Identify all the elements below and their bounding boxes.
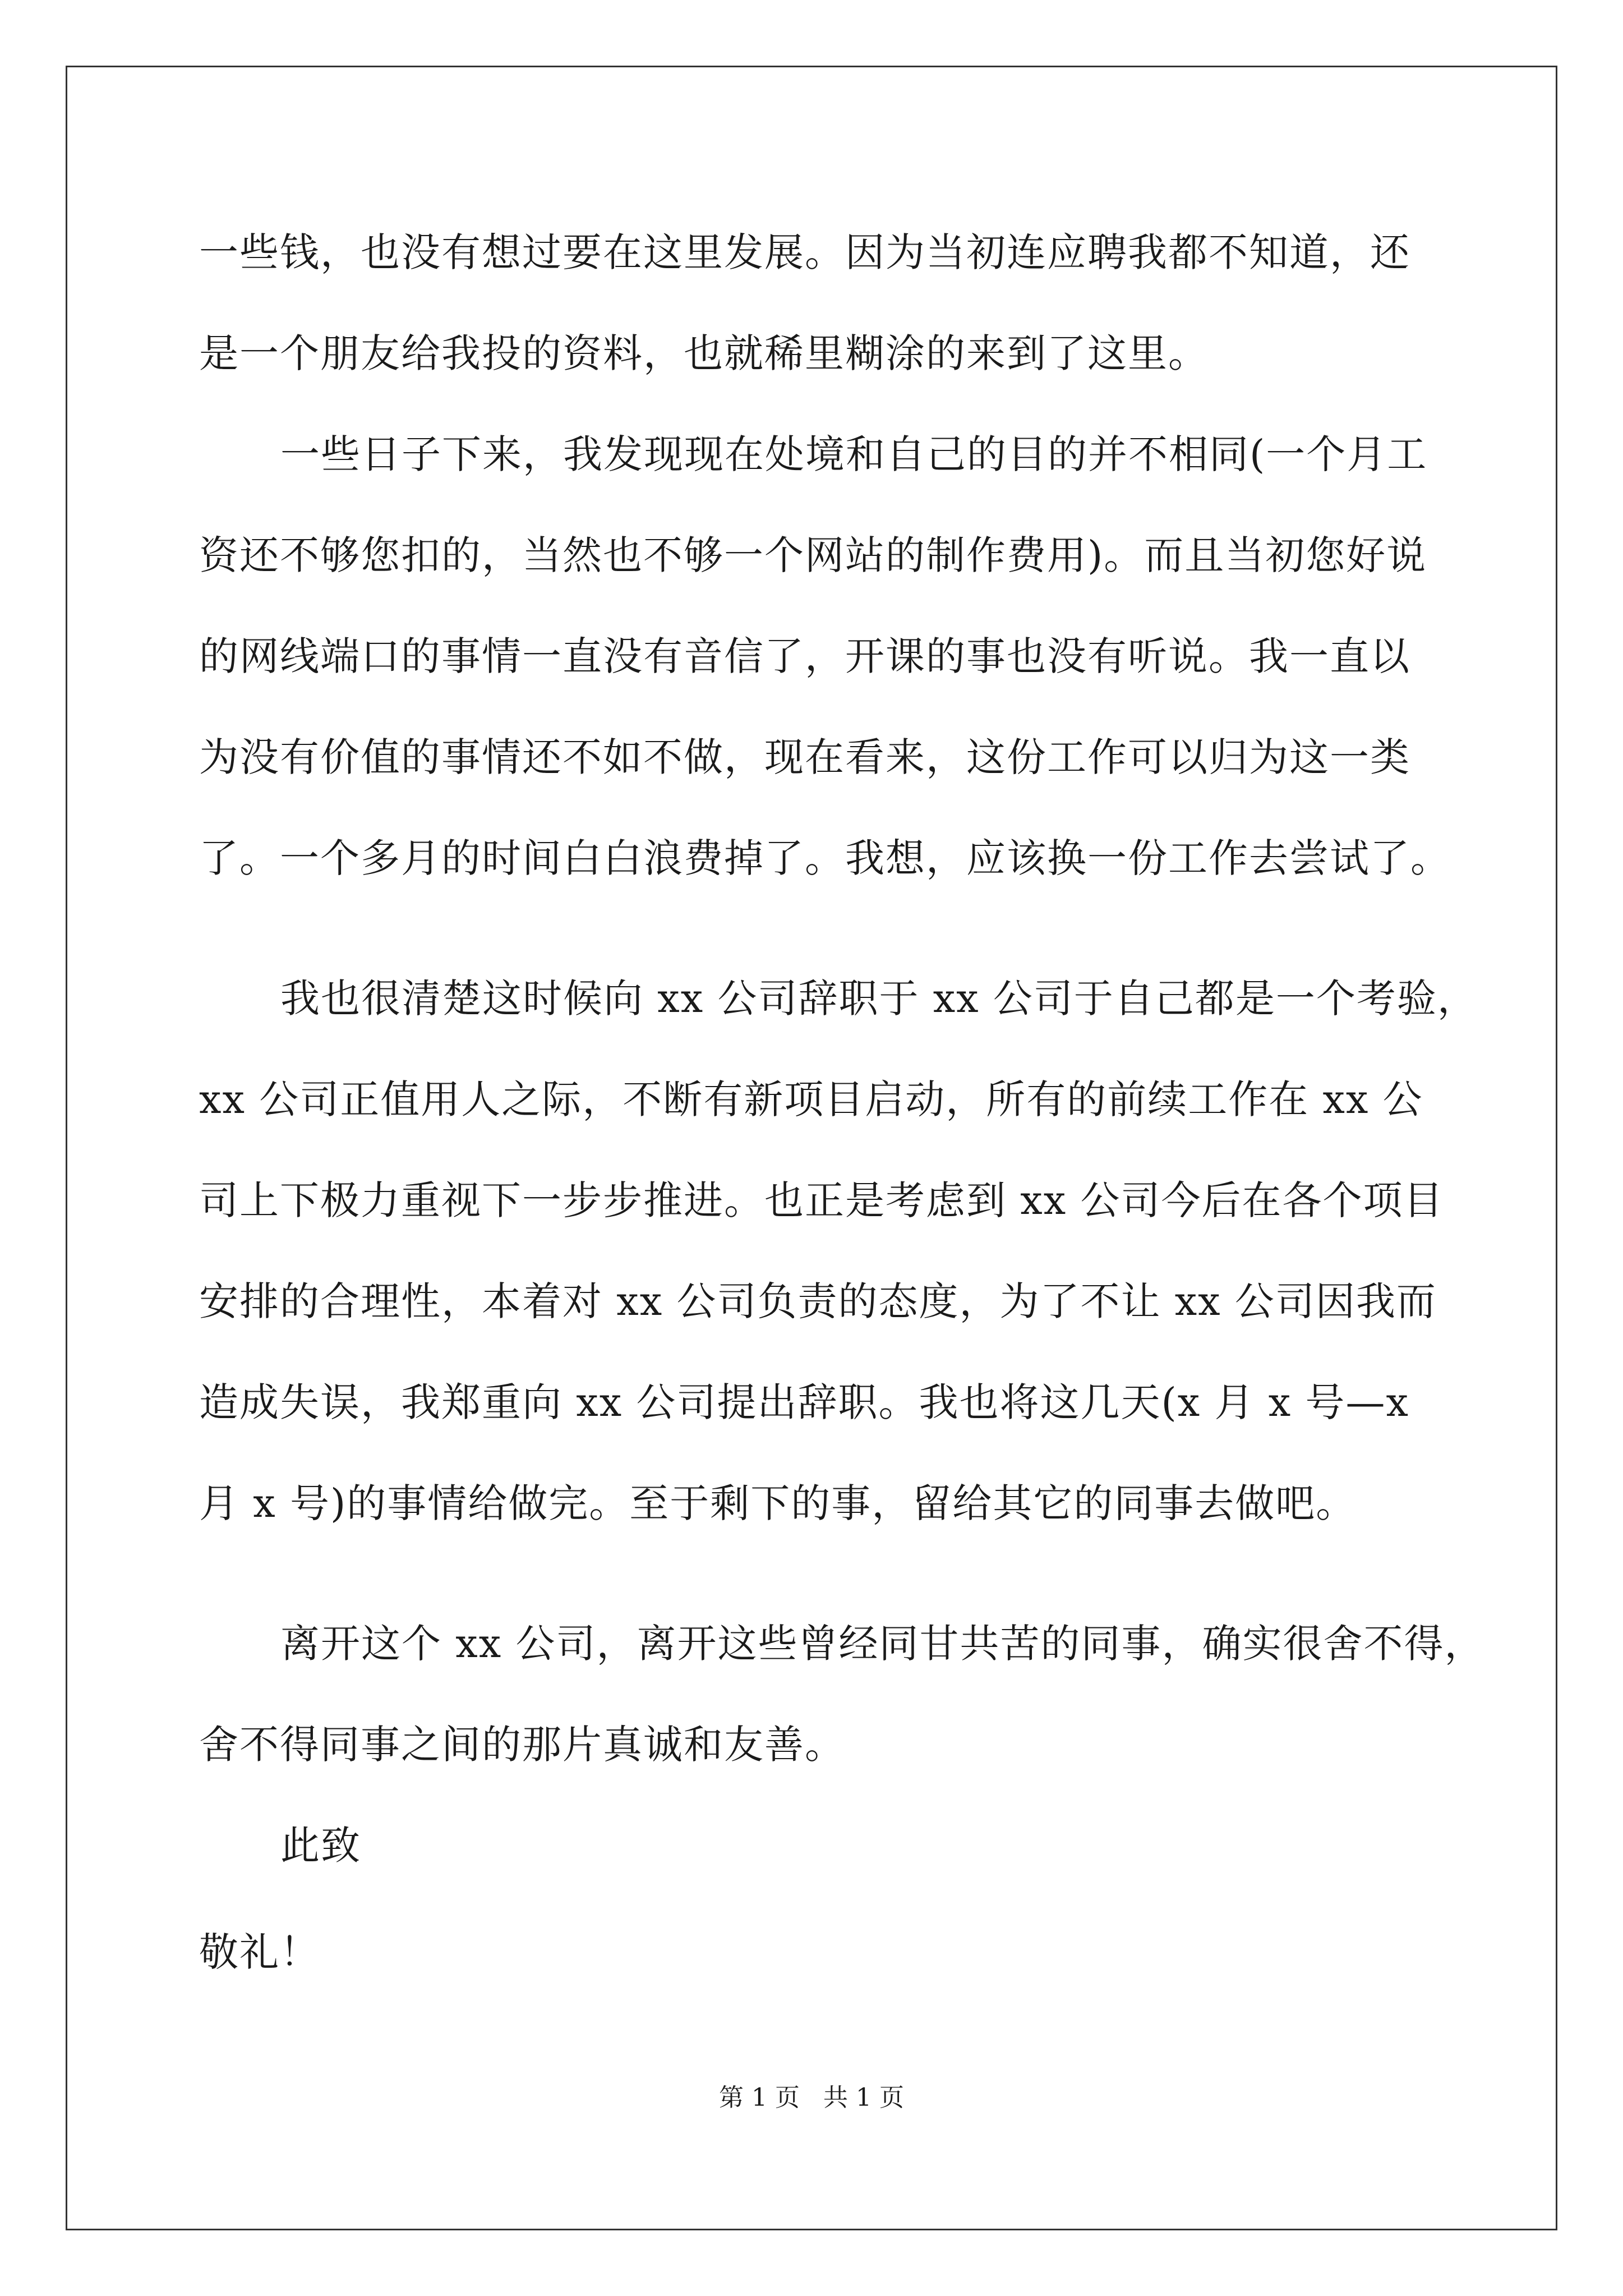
body-text-line: 一些日子下来，我发现现在处境和自己的目的并不相同(一个月工 — [280, 431, 1428, 477]
body-text-line: 舍不得同事之间的那片真诚和友善。 — [199, 1722, 845, 1768]
body-text-line: 我也很清楚这时候向 xx 公司辞职于 xx 公司于自己都是一个考验， — [280, 976, 1478, 1022]
body-text-line: 司上下极力重视下一步步推进。也正是考虑到 xx 公司今后在各个项目 — [199, 1177, 1444, 1223]
body-text-line: 安排的合理性，本着对 xx 公司负责的态度，为了不让 xx 公司因我而 — [199, 1278, 1437, 1324]
closing-regards: 敬礼！ — [199, 1929, 320, 1975]
body-text-line: 了。一个多月的时间白白浪费掉了。我想，应该换一份工作去尝试了。 — [199, 835, 1451, 881]
page-number-footer: 第 1 页 共 1 页 — [719, 2083, 904, 2112]
body-text-line: 月 x 号)的事情给做完。至于剩下的事，留给其它的同事去做吧。 — [199, 1480, 1357, 1526]
closing-salutation: 此致 — [280, 1823, 361, 1869]
body-text-line: 离开这个 xx 公司，离开这些曾经同甘共苦的同事，确实很舍不得， — [280, 1621, 1485, 1667]
body-text-line: 是一个朋友给我投的资料，也就稀里糊涂的来到了这里。 — [199, 330, 1209, 376]
page-border — [66, 66, 1557, 2230]
body-text-line: 一些钱，也没有想过要在这里发展。因为当初连应聘我都不知道，还 — [199, 229, 1410, 275]
body-text-line: 资还不够您扣的，当然也不够一个网站的制作费用)。而且当初您好说 — [199, 532, 1427, 578]
body-text-line: xx 公司正值用人之际，不断有新项目启动，所有的前续工作在 xx 公 — [199, 1076, 1423, 1122]
body-text-line: 为没有价值的事情还不如不做，现在看来，这份工作可以归为这一类 — [199, 734, 1410, 780]
body-text-line: 造成失误，我郑重向 xx 公司提出辞职。我也将这几天(x 月 x 号—x — [199, 1379, 1409, 1425]
body-text-line: 的网线端口的事情一直没有音信了，开课的事也没有听说。我一直以 — [199, 633, 1410, 679]
